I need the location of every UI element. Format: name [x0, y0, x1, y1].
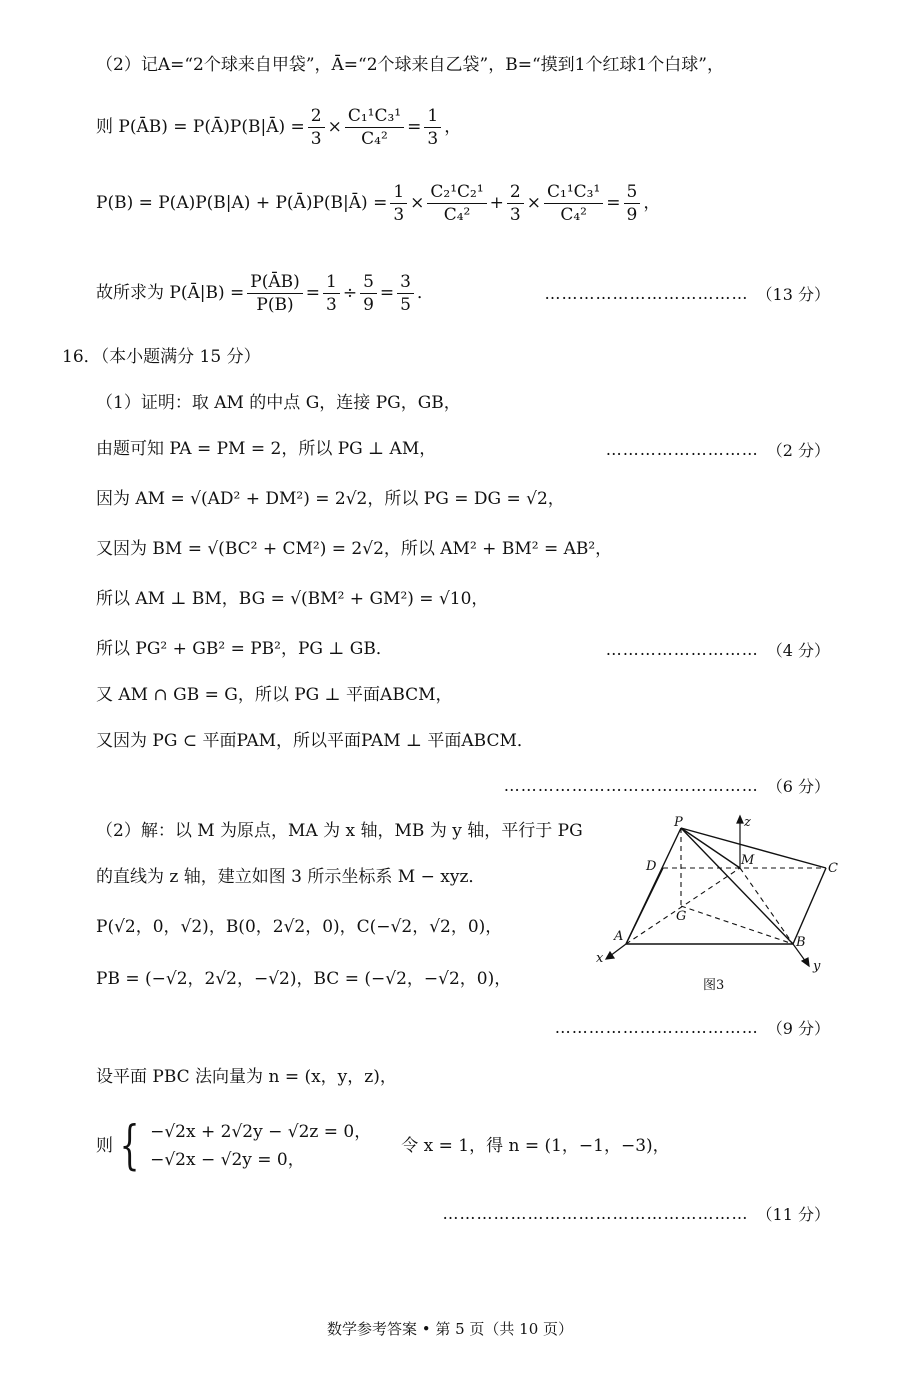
- fraction-num: P(ĀB): [247, 271, 302, 294]
- score-marker: ……………………………… （9 分）: [554, 1017, 830, 1038]
- prob-line-3: P(B) = P(A)P(B|A) + P(Ā)P(B|Ā) = $\frac{1}{3}$ × $\frac{\text{C₂¹C₂¹}}{\text{C₄²}}$ + $\frac{2}{3}$ × $\frac{\text{C₁¹C₃¹}}{\text{C₄²}}$ = $\frac{5}{9}$ ，: [96, 181, 661, 225]
- proof-text: 又因为 BM = √(BC² + CM²) = 2√2，所以 AM² + BM² = AB²，: [96, 539, 613, 559]
- fraction-den: 3: [326, 294, 337, 315]
- fraction-num: 2: [507, 181, 524, 204]
- proof-text: （1）证明：取 AM 的中点 G，连接 PG，GB，: [96, 393, 461, 413]
- label-G: G: [676, 909, 687, 924]
- label-A: A: [614, 929, 624, 944]
- proof-text: 因为 AM = √(AD² + DM²) = 2√2，所以 PG = DG = √2，: [96, 489, 565, 509]
- fraction: [308, 105, 325, 150]
- prob-line-4: 故所求为 P(Ā|B) = $\frac{P(ĀB)}{P(B)}$ = $\frac{1}{3}$ ÷ $\frac{5}{9}$ = $\frac{3}{5}$ ．: [96, 271, 434, 315]
- fraction-den: 3: [427, 128, 439, 149]
- edge-GB: [681, 906, 793, 944]
- score-marker: ……………………………… （13 分）: [544, 283, 830, 304]
- question-16-title: [62, 340, 261, 374]
- score-text: （4 分）: [766, 640, 830, 660]
- proof-text: 又因为 PG ⊂ 平面PAM，所以平面PAM ⊥ 平面ABCM．: [96, 731, 534, 751]
- fraction-den: 3: [393, 204, 405, 225]
- edge-PM: [681, 828, 740, 868]
- equation-system: [96, 1110, 670, 1182]
- score-text: （2 分）: [766, 440, 830, 460]
- label-P: P: [674, 815, 683, 830]
- score-text: （13 分）: [756, 284, 830, 304]
- prob-line-1: [96, 48, 724, 82]
- edge-PA: [626, 828, 681, 944]
- fraction: [424, 105, 441, 150]
- page-footer: 数学参考答案 • 第 5 页（共 10 页）: [326, 1320, 574, 1338]
- fraction-den: C₄²: [361, 128, 388, 149]
- fraction: [345, 105, 404, 150]
- arrow-y: [802, 958, 809, 966]
- proof-line-5: [96, 582, 488, 616]
- fraction: [397, 271, 414, 316]
- fraction: [360, 271, 377, 316]
- fraction-num: 1: [390, 181, 407, 204]
- question-title-text: 16．（本小题满分 15 分）: [62, 347, 261, 367]
- score-text: （9 分）: [766, 1018, 830, 1038]
- fraction-num: C₁¹C₃¹: [345, 105, 404, 128]
- fraction-den: 3: [509, 204, 521, 225]
- brace: {: [119, 1116, 140, 1176]
- proof-line-8: [96, 724, 534, 758]
- fraction-den: C₄²: [443, 204, 471, 225]
- proof-line-4: [96, 532, 612, 566]
- label-C: C: [828, 861, 838, 876]
- proof-line-3: [96, 482, 565, 516]
- axis-x: [610, 944, 626, 956]
- label-M: M: [741, 853, 755, 868]
- prob-line-2: 则 P(ĀB) = P(Ā)P(B|Ā) = $\frac{2}{3}$ × $\frac{\text{C₁¹C₃¹}}{\text{C₄²}}$ = $\frac{1}{3}$ ，: [96, 105, 462, 149]
- fraction-num: 2: [308, 105, 325, 128]
- label-B: B: [796, 935, 806, 950]
- fraction-num: 5: [360, 271, 377, 294]
- system-prefix: 则: [96, 1136, 113, 1156]
- proof-line-7: [96, 678, 453, 712]
- fraction: [427, 181, 486, 226]
- proof-text: 所以 AM ⊥ BM，BG = √(BM² + GM²) = √10，: [96, 589, 489, 609]
- prob-line-2-prefix: 则 P(ĀB) = P(Ā)P(B|Ā) =: [96, 117, 305, 137]
- label-D: D: [646, 859, 657, 874]
- fraction: [390, 181, 407, 226]
- edge-PB: [681, 828, 793, 944]
- fraction-num: C₂¹C₂¹: [427, 181, 486, 204]
- solution-line-5: [96, 1060, 397, 1094]
- proof-text: 所以 PG² + GB² = PB²，PG ⊥ GB．: [96, 639, 393, 659]
- score-marker: ……………………… （4 分）: [605, 639, 830, 660]
- fraction: [624, 181, 641, 226]
- fraction: [323, 271, 340, 316]
- fraction-den: P(B): [256, 294, 294, 315]
- geometry-figure: [588, 812, 850, 997]
- fraction-den: C₄²: [560, 204, 587, 225]
- prob-line-4-prefix: 故所求为 P(Ā|B) =: [96, 283, 245, 303]
- arrow-x: [606, 952, 614, 959]
- proof-line-2: [96, 432, 436, 466]
- figure-caption: 图3: [703, 978, 725, 993]
- proof-text: 又 AM ∩ GB = G，所以 PG ⊥ 平面ABCM，: [96, 685, 453, 705]
- fraction-den: 9: [626, 204, 638, 225]
- solution-text: （2）解：以 M 为原点，MA 为 x 轴，MB 为 y 轴，平行于 PG: [96, 821, 583, 841]
- label-z: z: [744, 815, 751, 830]
- fraction-num: 1: [323, 271, 340, 294]
- solution-text: 设平面 PBC 法向量为 n = (x，y，z)，: [96, 1067, 397, 1087]
- solution-text: PB = (−√2，2√2，−√2)，BC = (−√2，−√2，0)，: [96, 969, 512, 989]
- solution-line-2: [96, 860, 485, 894]
- fraction-num: 5: [624, 181, 641, 204]
- fraction-den: 9: [363, 294, 374, 315]
- solution-text: P(√2，0，√2)，B(0，2√2，0)，C(−√2，√2，0)，: [96, 917, 503, 937]
- proof-line-1: [96, 386, 461, 420]
- solution-line-1: [96, 814, 583, 848]
- fraction: [544, 181, 603, 226]
- score-marker: ……………………………………… （6 分）: [503, 775, 830, 796]
- fraction-num: 3: [397, 271, 414, 294]
- fraction-num: C₁¹C₃¹: [544, 181, 603, 204]
- fraction-num: 1: [424, 105, 441, 128]
- system-equation-1: −√2x + 2√2y − √2z = 0，: [150, 1122, 372, 1142]
- edge-BC: [793, 868, 826, 944]
- system-equation-2: −√2x − √2y = 0，: [150, 1150, 305, 1170]
- edge-AM: [626, 868, 740, 944]
- system-suffix: 令 x = 1，得 n = (1，−1，−3)，: [401, 1136, 670, 1156]
- system-equations: [150, 1118, 371, 1174]
- fraction: [507, 181, 524, 226]
- fraction-den: 5: [400, 294, 411, 315]
- proof-line-6: [96, 632, 393, 666]
- solution-line-4: [96, 962, 511, 996]
- proof-text: 由题可知 PA = PM = 2，所以 PG ⊥ AM，: [96, 439, 437, 459]
- prob-line-1-text: （2）记A=“2个球来自甲袋”，Ā=“2个球来自乙袋”，B=“摸到1个红球1个白球”，: [96, 55, 725, 75]
- arrow-z: [737, 816, 743, 823]
- score-text: （6 分）: [766, 776, 830, 796]
- solution-line-3: [96, 910, 502, 944]
- fraction: [247, 271, 302, 316]
- prob-line-3-prefix: P(B) = P(A)P(B|A) + P(Ā)P(B|Ā) =: [96, 193, 388, 213]
- edge-MB: [740, 868, 793, 944]
- label-y: y: [813, 959, 821, 974]
- label-x: x: [596, 951, 604, 966]
- score-marker: ……………………………………………… （11 分）: [442, 1203, 830, 1224]
- solution-text: 的直线为 z 轴，建立如图 3 所示坐标系 M − xyz．: [96, 867, 486, 887]
- score-text: （11 分）: [756, 1204, 830, 1224]
- fraction-den: 3: [310, 128, 322, 149]
- score-marker: ……………………… （2 分）: [605, 439, 830, 460]
